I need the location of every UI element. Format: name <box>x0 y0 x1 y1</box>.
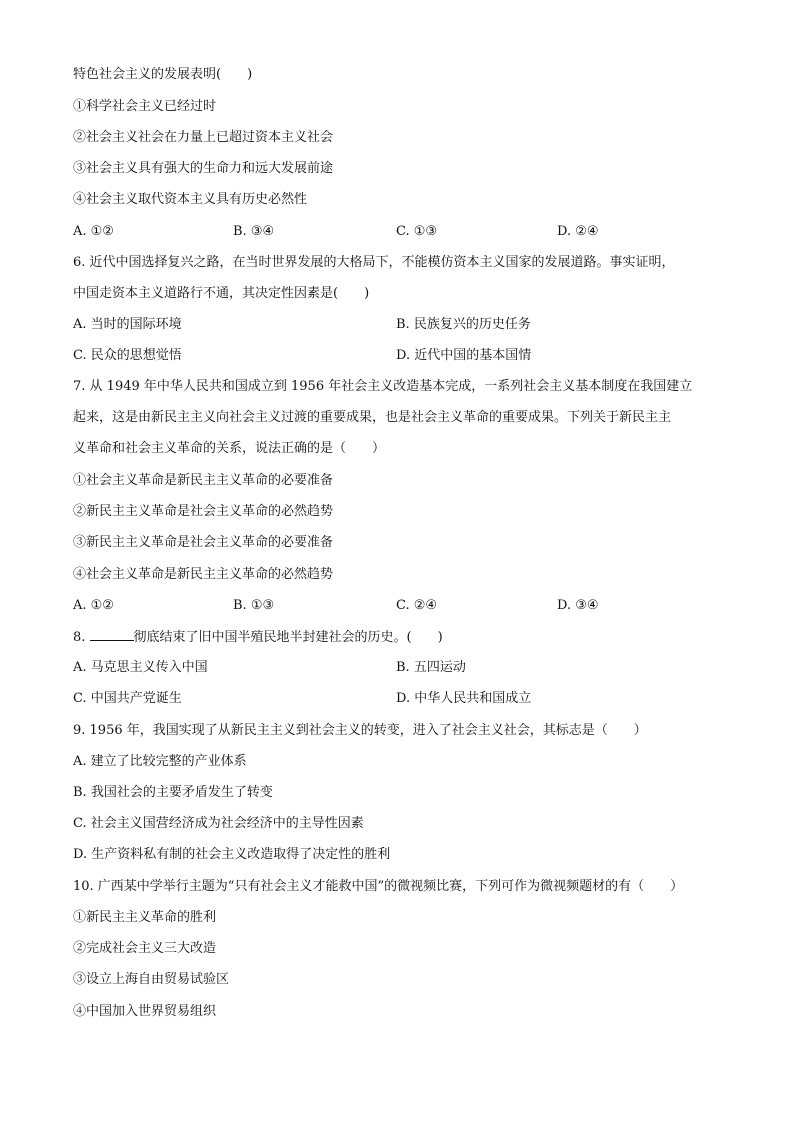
q7-item-2: ②新民主主义革命是社会主义革命的必然趋势 <box>73 504 334 519</box>
q8-option-c: C. 中国共产党诞生 <box>73 691 182 706</box>
q8-fill-blank <box>90 628 134 641</box>
q8-option-a: A. 马克思主义传入中国 <box>73 660 208 675</box>
q7-option-b: B. ①③ <box>233 598 275 613</box>
q9-option-d: D. 生产资料私有制的社会主义改造取得了决定性的胜利 <box>73 847 391 862</box>
q7-stem-line-3: 义革命和社会主义革命的关系，说法正确的是（ ） <box>73 441 386 456</box>
q5-item-3: ③社会主义具有强大的生命力和远大发展前途 <box>73 161 334 176</box>
q9-option-a: A. 建立了比较完整的产业体系 <box>73 754 247 769</box>
q5-item-1: ①科学社会主义已经过时 <box>73 99 217 114</box>
q9-option-b: B. 我国社会的主要矛盾发生了转变 <box>73 785 273 800</box>
q10-item-2: ②完成社会主义三大改造 <box>73 941 217 956</box>
q9-option-c: C. 社会主义国营经济成为社会经济中的主导性因素 <box>73 816 364 831</box>
q6-option-d: D. 近代中国的基本国情 <box>396 348 532 363</box>
q7-stem-line-2: 起来，这是由新民主主义向社会主义过渡的重要成果，也是社会主义革命的重要成果。下列关于新民主主 <box>73 410 672 425</box>
q6-option-b: B. 民族复兴的历史任务 <box>396 317 531 332</box>
q8-stem-text: 彻底结束了旧中国半殖民地半封建社会的历史。( ) <box>133 630 443 645</box>
q10-stem: 10. 广西某中学举行主题为“只有社会主义才能救中国”的微视频比赛，下列可作为微视频题材的有（ ） <box>73 879 684 894</box>
q10-item-4: ④中国加入世界贸易组织 <box>73 1004 217 1019</box>
q6-stem-line-2: 中国走资本主义道路行不通，其决定性因素是( ) <box>73 286 370 301</box>
q5-stem: 特色社会主义的发展表明( ) <box>73 67 253 82</box>
q8-option-b: B. 五四运动 <box>396 660 466 675</box>
q10-item-1: ①新民主主义革命的胜利 <box>73 910 217 925</box>
q5-option-b: B. ③④ <box>233 224 275 239</box>
q7-item-1: ①社会主义革命是新民主主义革命的必要准备 <box>73 473 334 488</box>
q6-stem-line-1: 6. 近代中国选择复兴之路，在当时世界发展的大格局下，不能模仿资本主义国家的发展道路。事实证明， <box>73 255 675 270</box>
q9-stem: 9. 1956 年，我国实现了从新民主主义到社会主义的转变，进入了社会主义社会，其标志是（ ） <box>73 723 647 738</box>
q7-option-d: D. ③④ <box>557 598 599 613</box>
q5-item-4: ④社会主义取代资本主义具有历史必然性 <box>73 192 308 207</box>
q7-stem-line-1: 7. 从 1949 年中华人民共和国成立到 1956 年社会主义改造基本完成，一系列社会主义基本制度在我国建立 <box>73 379 693 394</box>
q6-option-c: C. 民众的思想觉悟 <box>73 348 182 363</box>
q10-item-3: ③设立上海自由贸易试验区 <box>73 972 230 987</box>
q5-option-a: A. ①② <box>73 224 114 239</box>
q8-option-d: D. 中华人民共和国成立 <box>396 691 532 706</box>
q8-stem <box>73 628 443 646</box>
q6-option-a: A. 当时的国际环境 <box>73 317 182 332</box>
q5-option-d: D. ②④ <box>557 224 599 239</box>
q8-number: 8. <box>73 630 86 645</box>
q5-item-2: ②社会主义社会在力量上已超过资本主义社会 <box>73 130 334 145</box>
q5-option-c: C. ①③ <box>396 224 438 239</box>
q7-item-3: ③新民主主义革命是社会主义革命的必要准备 <box>73 535 334 550</box>
q7-option-c: C. ②④ <box>396 598 438 613</box>
q7-option-a: A. ①② <box>73 598 114 613</box>
q7-item-4: ④社会主义革命是新民主主义革命的必然趋势 <box>73 567 334 582</box>
